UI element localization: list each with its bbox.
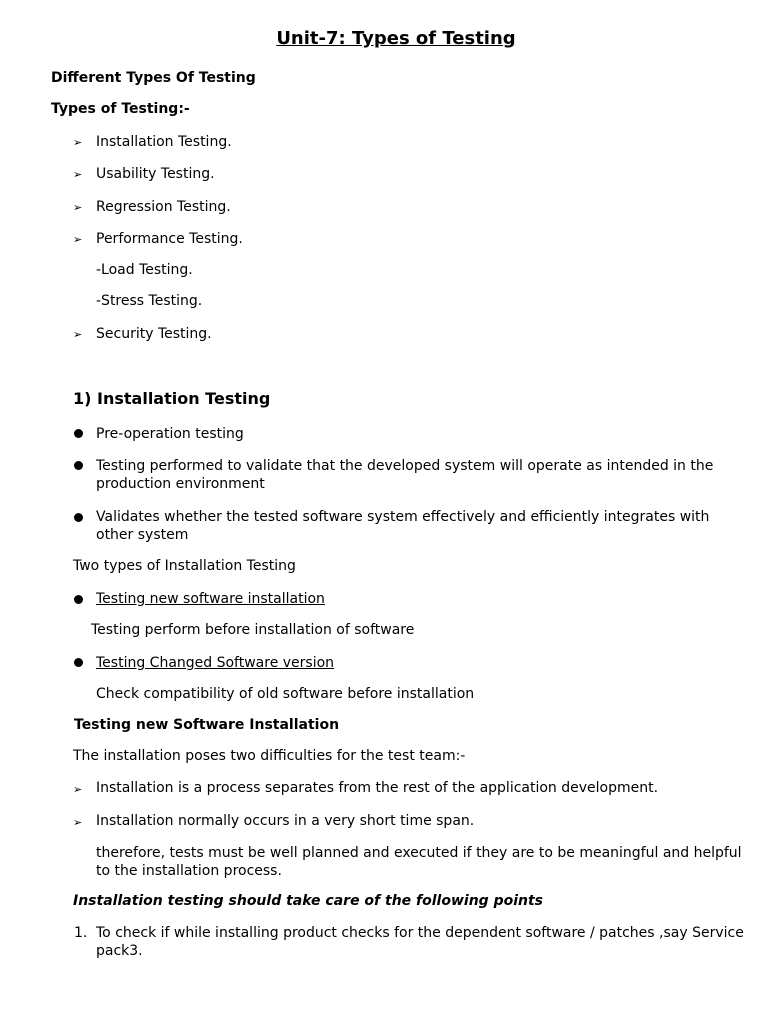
bullet-dot-icon bbox=[74, 658, 83, 667]
list-item: Performance Testing. bbox=[96, 231, 243, 247]
arrow-bullet-icon: ➢ bbox=[73, 168, 83, 181]
sub-heading: Testing new Software Installation bbox=[74, 717, 340, 733]
arrow-bullet-icon: ➢ bbox=[73, 783, 83, 796]
list-item-underlined: Testing new software installation bbox=[96, 591, 325, 607]
list-item: Installation is a process separates from the rest of the application development. bbox=[96, 780, 659, 796]
list-item: Regression Testing. bbox=[96, 199, 231, 215]
bullet-dot-icon bbox=[74, 513, 83, 522]
page-title: Unit-7: Types of Testing bbox=[276, 28, 516, 49]
paragraph: therefore, tests must be well planned and executed if they are to be meaningful and helpful to the installation process. bbox=[96, 845, 742, 879]
list-number: 1. bbox=[74, 925, 88, 941]
bullet-dot-icon bbox=[74, 461, 83, 470]
bullet-dot-icon bbox=[74, 595, 83, 604]
arrow-bullet-icon: ➢ bbox=[73, 233, 83, 246]
sub-list-item: -Stress Testing. bbox=[96, 293, 203, 309]
section-heading: 1) Installation Testing bbox=[73, 389, 271, 408]
list-item: Usability Testing. bbox=[96, 166, 215, 182]
bullet-dot-icon bbox=[74, 429, 83, 438]
arrow-bullet-icon: ➢ bbox=[73, 816, 83, 829]
heading-types-of-testing: Types of Testing:- bbox=[51, 101, 190, 117]
list-item: Pre-operation testing bbox=[96, 426, 244, 442]
paragraph: The installation poses two difficulties for the test team:- bbox=[73, 748, 466, 764]
arrow-bullet-icon: ➢ bbox=[73, 328, 83, 341]
paragraph: Testing perform before installation of software bbox=[91, 622, 415, 638]
list-item: To check if while installing product checks for the dependent software / patches ,say Service pack3. bbox=[96, 925, 744, 959]
care-heading: Installation testing should take care of the following points bbox=[73, 893, 543, 909]
arrow-bullet-icon: ➢ bbox=[73, 136, 83, 149]
arrow-bullet-icon: ➢ bbox=[73, 201, 83, 214]
list-item-underlined: Testing Changed Software version bbox=[96, 655, 335, 671]
list-item: Security Testing. bbox=[96, 326, 212, 342]
list-item: Testing performed to validate that the developed system will operate as intended in the production environment bbox=[96, 458, 714, 492]
list-item: Installation normally occurs in a very short time span. bbox=[96, 813, 475, 829]
heading-different-types: Different Types Of Testing bbox=[51, 70, 256, 86]
sub-list-item: -Load Testing. bbox=[96, 262, 193, 278]
list-item: Installation Testing. bbox=[96, 134, 232, 150]
paragraph: Check compatibility of old software before installation bbox=[96, 686, 475, 702]
paragraph: Two types of Installation Testing bbox=[73, 558, 296, 574]
list-item: Validates whether the tested software system effectively and efficiently integrates with other system bbox=[96, 509, 710, 543]
